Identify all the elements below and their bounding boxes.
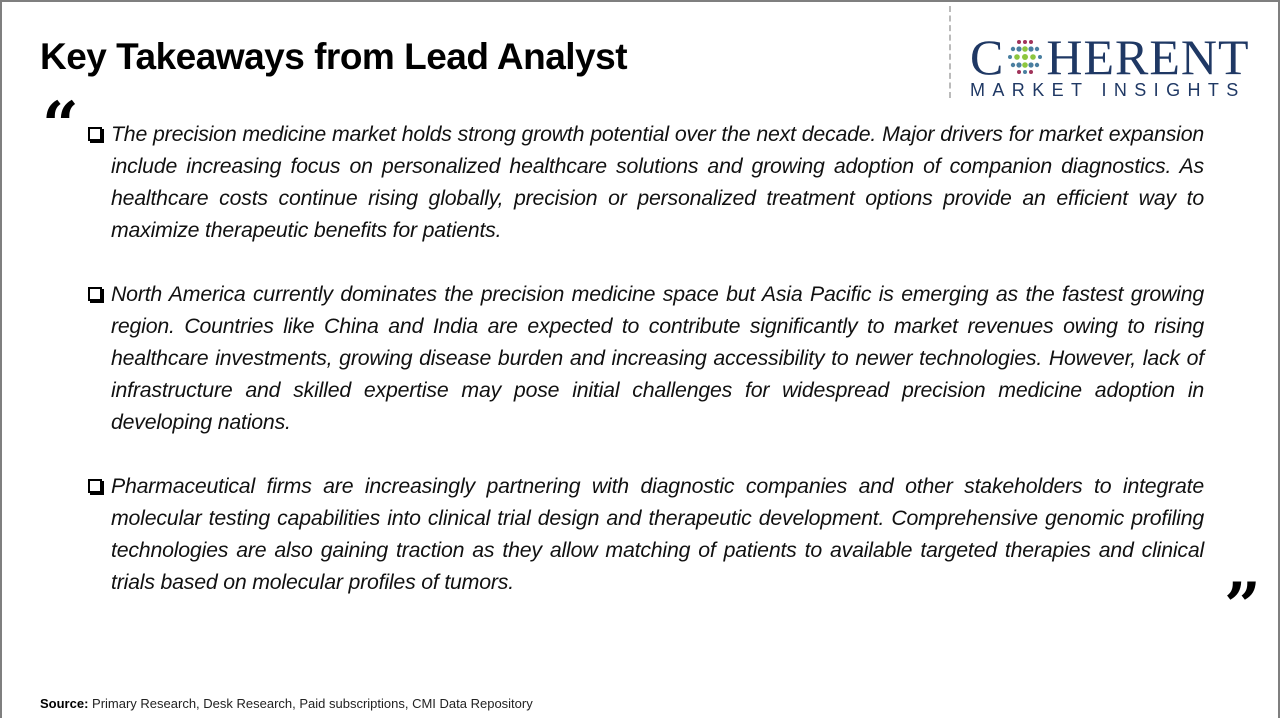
checkbox-bullet-icon xyxy=(88,127,102,141)
logo-tagline: MARKET INSIGHTS xyxy=(970,80,1246,100)
checkbox-bullet-icon xyxy=(88,479,102,493)
list-item: Pharmaceutical firms are increasingly partnering with diagnostic companies and other stakeholders to integrate molecular testing capabilities into clinical trial design and therapeutic development. Comprehensive genomic profiling technologies are also gaining traction as they allow matching of patients to available targeted therapies and clinical trials based on molecular profiles of tumors. xyxy=(88,470,1204,598)
source-note: Source: Primary Research, Desk Research, Paid subscriptions, CMI Data Repository xyxy=(40,696,533,711)
checkbox-bullet-icon xyxy=(88,287,102,301)
takeaways-list xyxy=(88,118,1204,630)
list-item: The precision medicine market holds strong growth potential over the next decade. Major drivers for market expansion include increasing focus on personalized healthcare solutions and growing adoption of companion diagnostics. As healthcare costs continue rising globally, precision or personalized treatment options provide an efficient way to maximize therapeutic benefits for patients. xyxy=(88,118,1204,246)
company-logo: C HERENT MARKET INSIGHTS xyxy=(970,32,1262,101)
divider xyxy=(949,6,951,98)
list-item: North America currently dominates the precision medicine space but Asia Pacific is emerging as the fastest growing region. Countries like China and India are expected to contribute significantly to market revenues owing to rising healthcare investments, growing disease burden and increasing accessibility to newer technologies. However, lack of infrastructure and skilled expertise may pose initial challenges for widespread precision medicine adoption in developing nations. xyxy=(88,278,1204,438)
slide-title: Key Takeaways from Lead Analyst xyxy=(40,36,628,77)
close-quote-icon: ” xyxy=(1224,569,1261,644)
globe-dots-icon xyxy=(1006,38,1044,76)
open-quote-icon: “ xyxy=(42,88,79,163)
